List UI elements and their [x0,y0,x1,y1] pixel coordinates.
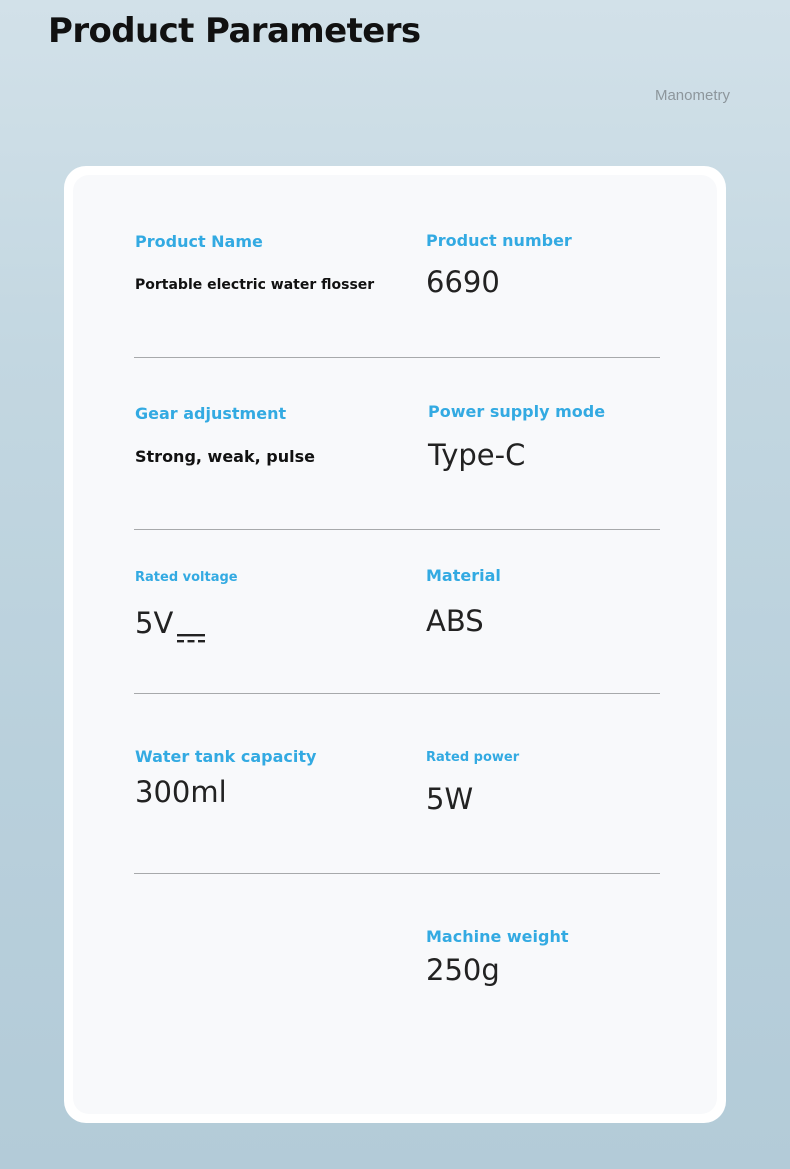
param-label: Rated power [426,750,520,765]
brand-name: Manometry [654,87,730,104]
param-value: Strong, weak, pulse [135,447,315,466]
param-material [426,565,501,639]
param-value: 250g [426,953,500,987]
parameters-card-inner [73,175,717,1114]
param-value: 5W [426,782,474,816]
param-value-group [135,605,238,641]
param-label: Power supply mode [428,402,606,421]
param-value: 5V [135,606,174,640]
row-divider [134,529,660,530]
param-value: ABS [426,604,484,638]
param-label: Water tank capacity [135,747,317,766]
param-power-supply-mode [428,401,605,473]
param-gear-adjustment [135,403,315,467]
param-value: 6690 [426,265,500,299]
row-divider [134,357,660,358]
param-value: 300ml [135,775,227,809]
param-machine-weight [426,926,569,988]
dc-current-icon [177,616,205,628]
page-title: Product Parameters [48,11,421,51]
param-rated-voltage [135,567,238,641]
param-label: Product number [426,231,572,250]
param-label: Machine weight [426,927,569,946]
parameters-card [64,166,726,1123]
param-product-number [426,230,572,300]
row-divider [134,693,660,694]
param-rated-power [426,747,519,817]
param-label: Material [426,566,501,585]
row-divider [134,873,660,874]
param-value: Type-C [428,438,526,472]
param-water-tank-capacity [135,746,316,810]
param-product-name [135,231,374,295]
param-label: Rated voltage [135,570,238,585]
param-label: Gear adjustment [135,404,287,423]
param-label: Product Name [135,232,263,251]
param-value: Portable electric water flosser [135,277,375,293]
